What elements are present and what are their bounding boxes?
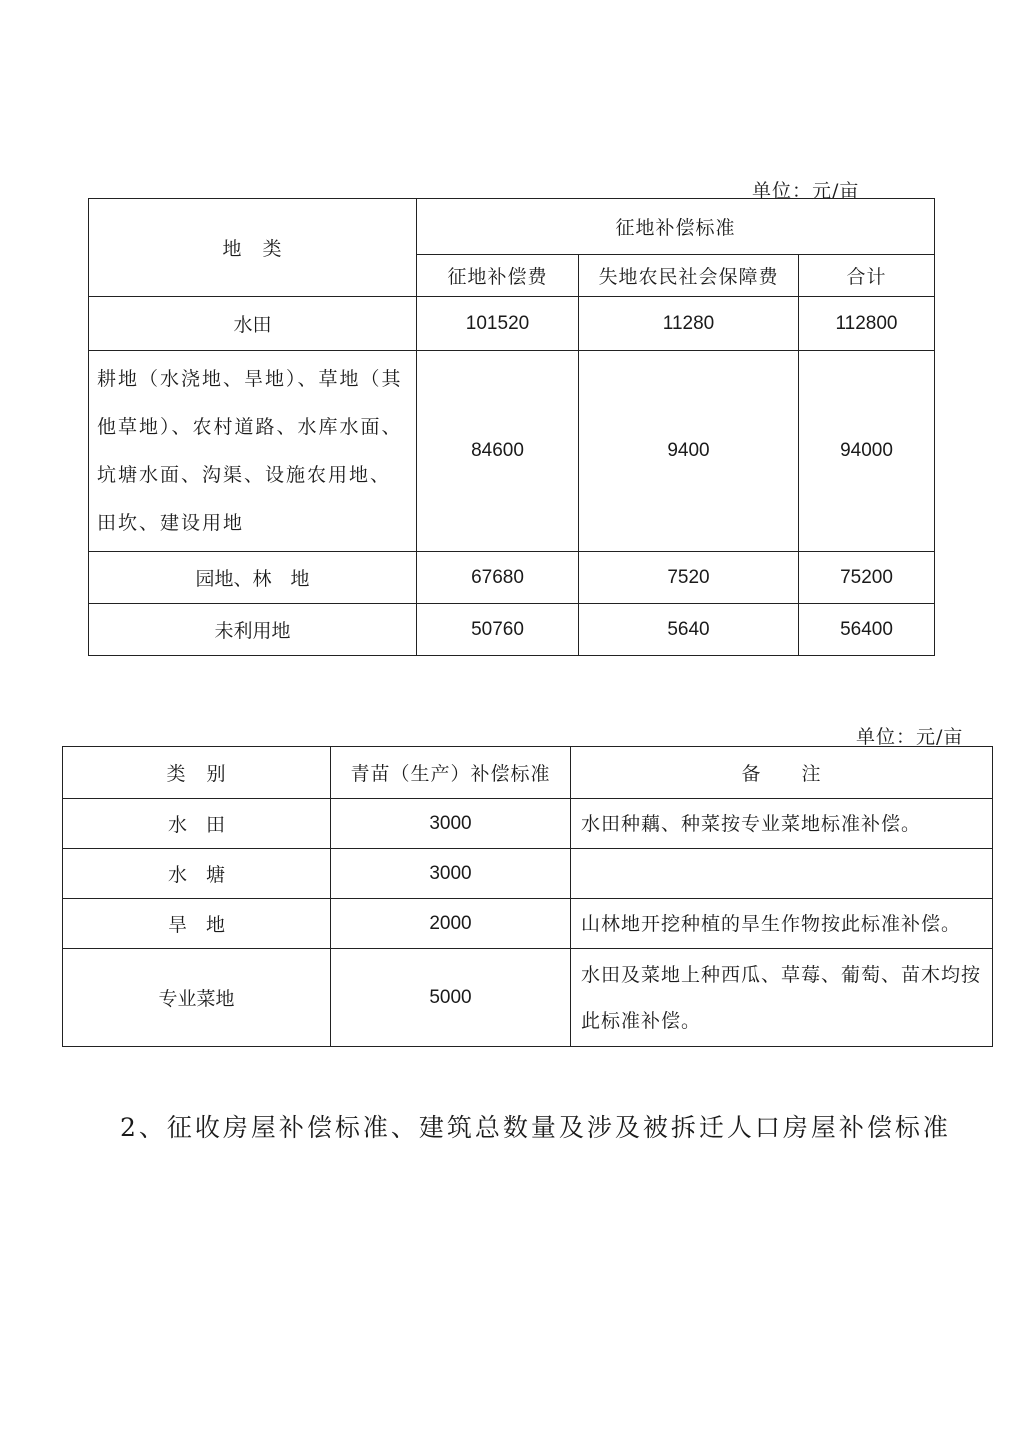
cell-category: 专业菜地 (63, 949, 331, 1047)
cell-standard: 2000 (331, 899, 571, 949)
header-land-type: 地 类 (89, 199, 417, 297)
cell-total: 112800 (799, 297, 935, 351)
cell-land-type: 未利用地 (89, 604, 417, 656)
table-row (63, 849, 993, 899)
table-row (63, 899, 993, 949)
cell-remark (571, 849, 993, 899)
unit-label-table1: 单位：元/亩 (752, 180, 860, 202)
header-col-total: 合计 (799, 255, 935, 297)
cell-total: 94000 (799, 351, 935, 552)
header-col-security: 失地农民社会保障费 (579, 255, 799, 297)
header-remark: 备 注 (571, 747, 993, 799)
cell-security: 5640 (579, 604, 799, 656)
cell-fee: 67680 (417, 552, 579, 604)
crop-compensation-table (62, 746, 993, 1047)
header-category: 类 别 (63, 747, 331, 799)
table-row (63, 949, 993, 1047)
cell-standard: 5000 (331, 949, 571, 1047)
cell-land-type: 园地、林 地 (89, 552, 417, 604)
cell-security: 9400 (579, 351, 799, 552)
cell-total: 56400 (799, 604, 935, 656)
unit-label-table2: 单位：元/亩 (856, 726, 964, 748)
cell-total: 75200 (799, 552, 935, 604)
cell-category: 水 塘 (63, 849, 331, 899)
cell-land-type: 水田 (89, 297, 417, 351)
cell-remark: 山林地开挖种植的旱生作物按此标准补偿。 (571, 899, 993, 949)
header-crop-standard: 青苗（生产）补偿标准 (331, 747, 571, 799)
header-compensation-standard: 征地补偿标准 (417, 199, 935, 255)
cell-remark: 水田种藕、种菜按专业菜地标准补偿。 (571, 799, 993, 849)
cell-category: 旱 地 (63, 899, 331, 949)
table-row (89, 604, 935, 656)
cell-remark: 水田及菜地上种西瓜、草莓、葡萄、苗木均按此标准补偿。 (571, 949, 993, 1047)
cell-fee: 84600 (417, 351, 579, 552)
cell-fee: 101520 (417, 297, 579, 351)
table-row (63, 799, 993, 849)
table-row (89, 552, 935, 604)
cell-security: 11280 (579, 297, 799, 351)
table-row (89, 297, 935, 351)
cell-standard: 3000 (331, 849, 571, 899)
header-col-fee: 征地补偿费 (417, 255, 579, 297)
table-row (89, 351, 935, 552)
cell-standard: 3000 (331, 799, 571, 849)
cell-category: 水 田 (63, 799, 331, 849)
cell-security: 7520 (579, 552, 799, 604)
cell-fee: 50760 (417, 604, 579, 656)
land-compensation-table (88, 198, 935, 656)
section-heading: 2、征收房屋补偿标准、建筑总数量及涉及被拆迁人口房屋补偿标准 (120, 1113, 951, 1142)
cell-land-type: 耕地（水浇地、旱地）、草地（其他草地）、农村道路、水库水面、坑塘水面、沟渠、设施农用地、田坎、建设用地 (89, 351, 417, 552)
